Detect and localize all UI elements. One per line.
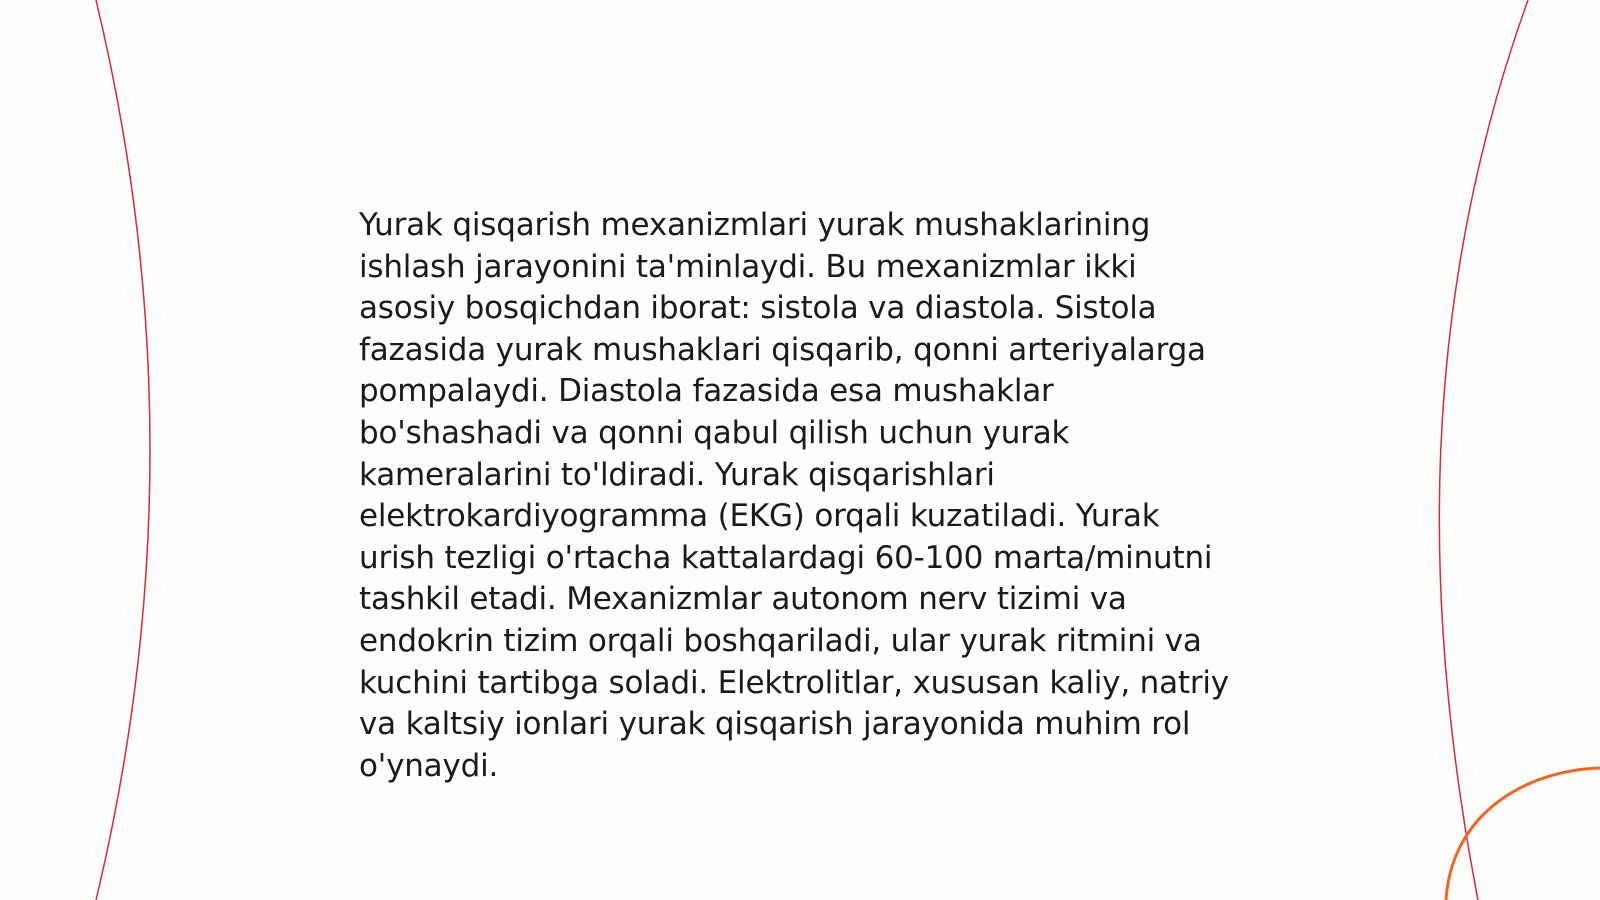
orange-circle-arc: [1446, 768, 1600, 900]
left-arc: [96, 0, 150, 900]
right-arc: [1439, 0, 1528, 900]
slide-body-text: Yurak qisqarish mexanizmlari yurak mushaklarining ishlash jarayonini ta'minlaydi. Bu mexanizmlar ikki asosiy bosqichdan iborat: sistola va diastola. Sistola fazasida yurak mushaklari qisqarib, qonni arteriyalarga pompalaydi. Diastola fazasida esa mushaklar bo'shashadi va qonni qabul qilish uchun yurak kameralarini to'ldiradi. Yurak qisqarishlari elektrokardiyogramma (EKG) orqali kuzatiladi. Yurak urish tezligi o'rtacha kattalardagi 60-100 marta/minutni tashkil etadi. Mexanizmlar autonom nerv tizimi va endokrin tizim orqali boshqariladi, ular yurak ritmini va kuchini tartibga soladi. Elektrolitlar, xususan kaliy, natriy va kaltsiy ionlari yurak qisqarish jarayonida muhim rol o'ynaydi.: [359, 207, 1229, 784]
